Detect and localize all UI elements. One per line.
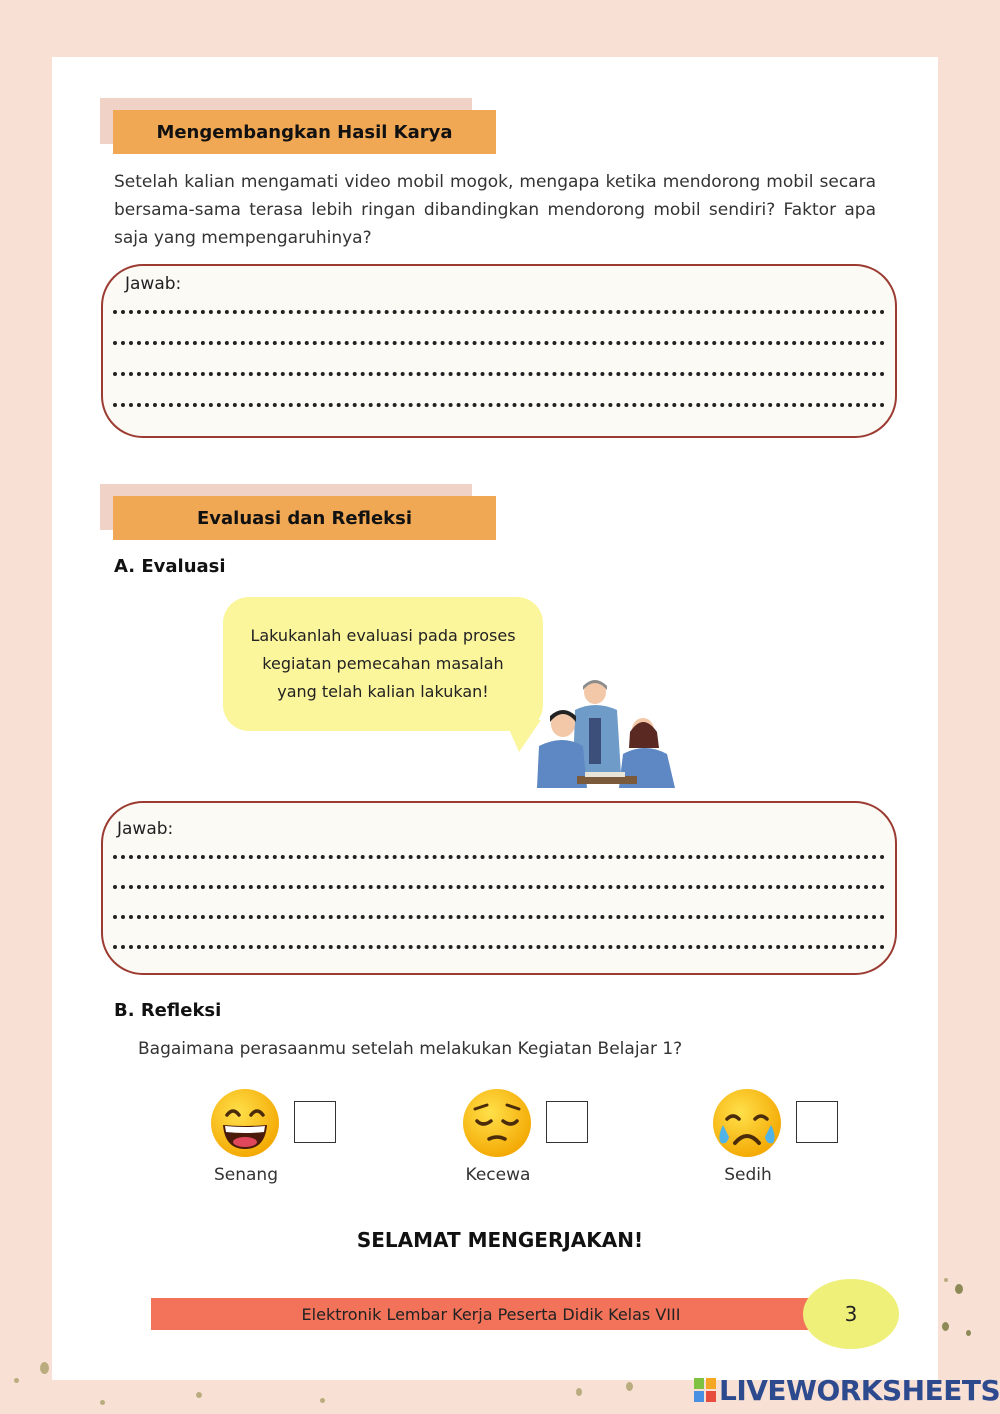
checkbox-senang[interactable]	[294, 1101, 336, 1143]
decorative-speck	[40, 1362, 49, 1374]
mood-option-senang	[209, 1087, 439, 1197]
bubble-line: Lakukanlah evaluasi pada proses	[250, 626, 516, 645]
bubble-line: yang telah kalian lakukan!	[277, 682, 489, 701]
answer-line[interactable]	[113, 403, 885, 407]
answer-line[interactable]	[113, 885, 885, 889]
answer-line[interactable]	[113, 915, 885, 919]
mood-option-sedih	[711, 1087, 941, 1197]
answer-label: Jawab:	[117, 819, 174, 839]
answer-box-1[interactable]	[101, 264, 897, 438]
decorative-speck	[942, 1322, 949, 1331]
brand-text: LIVEWORKSHEETS	[719, 1373, 1000, 1407]
answer-line[interactable]	[113, 945, 885, 949]
section-header-mengembangkan	[100, 98, 500, 158]
evaluasi-heading: A. Evaluasi	[114, 556, 226, 577]
liveworksheets-logo-icon	[694, 1378, 716, 1402]
decorative-speck	[955, 1284, 963, 1294]
question-paragraph: Setelah kalian mengamati video mobil mogok, mengapa ketika mendorong mobil secara bersama-sama terasa lebih ringan dibandingkan mendorong mobil sendiri? Faktor apa saja yang mempengaruhinya?	[114, 172, 876, 248]
speech-bubble	[223, 597, 543, 731]
footer-bar: Elektronik Lembar Kerja Peserta Didik Kelas VIII	[151, 1298, 831, 1330]
mood-label: Senang	[213, 1165, 278, 1185]
grinning-face-icon	[209, 1087, 281, 1159]
pensive-face-icon	[461, 1087, 533, 1159]
checkbox-sedih[interactable]	[796, 1101, 838, 1143]
page-number: 3	[803, 1279, 899, 1349]
mood-label: Sedih	[724, 1165, 772, 1185]
bubble-line: kegiatan pemecahan masalah	[262, 654, 504, 673]
decorative-speck	[626, 1382, 633, 1391]
answer-box-2[interactable]	[101, 801, 897, 975]
answer-line[interactable]	[113, 310, 885, 314]
students-teacher-illustration	[535, 678, 680, 790]
answer-line[interactable]	[113, 372, 885, 376]
closing-message: SELAMAT MENGERJAKAN!	[356, 1228, 644, 1252]
decorative-speck	[100, 1400, 105, 1405]
checkbox-kecewa[interactable]	[546, 1101, 588, 1143]
decorative-speck	[196, 1392, 202, 1398]
mood-option-kecewa	[461, 1087, 691, 1197]
decorative-speck	[966, 1330, 971, 1336]
section-header-evaluasi	[100, 484, 500, 544]
crying-face-icon	[711, 1087, 783, 1159]
answer-line[interactable]	[113, 855, 885, 859]
liveworksheets-brand[interactable]	[694, 1372, 1000, 1408]
answer-line[interactable]	[113, 341, 885, 345]
decorative-speck	[14, 1378, 19, 1383]
decorative-speck	[320, 1398, 325, 1403]
section-title: Evaluasi dan Refleksi	[113, 496, 496, 540]
answer-label: Jawab:	[125, 274, 182, 294]
decorative-speck	[576, 1388, 582, 1396]
refleksi-heading: B. Refleksi	[114, 1000, 222, 1021]
refleksi-question: Bagaimana perasaanmu setelah melakukan Kegiatan Belajar 1?	[138, 1039, 683, 1059]
section-title: Mengembangkan Hasil Karya	[113, 110, 496, 154]
mood-label: Kecewa	[465, 1165, 531, 1185]
decorative-speck	[944, 1278, 948, 1282]
